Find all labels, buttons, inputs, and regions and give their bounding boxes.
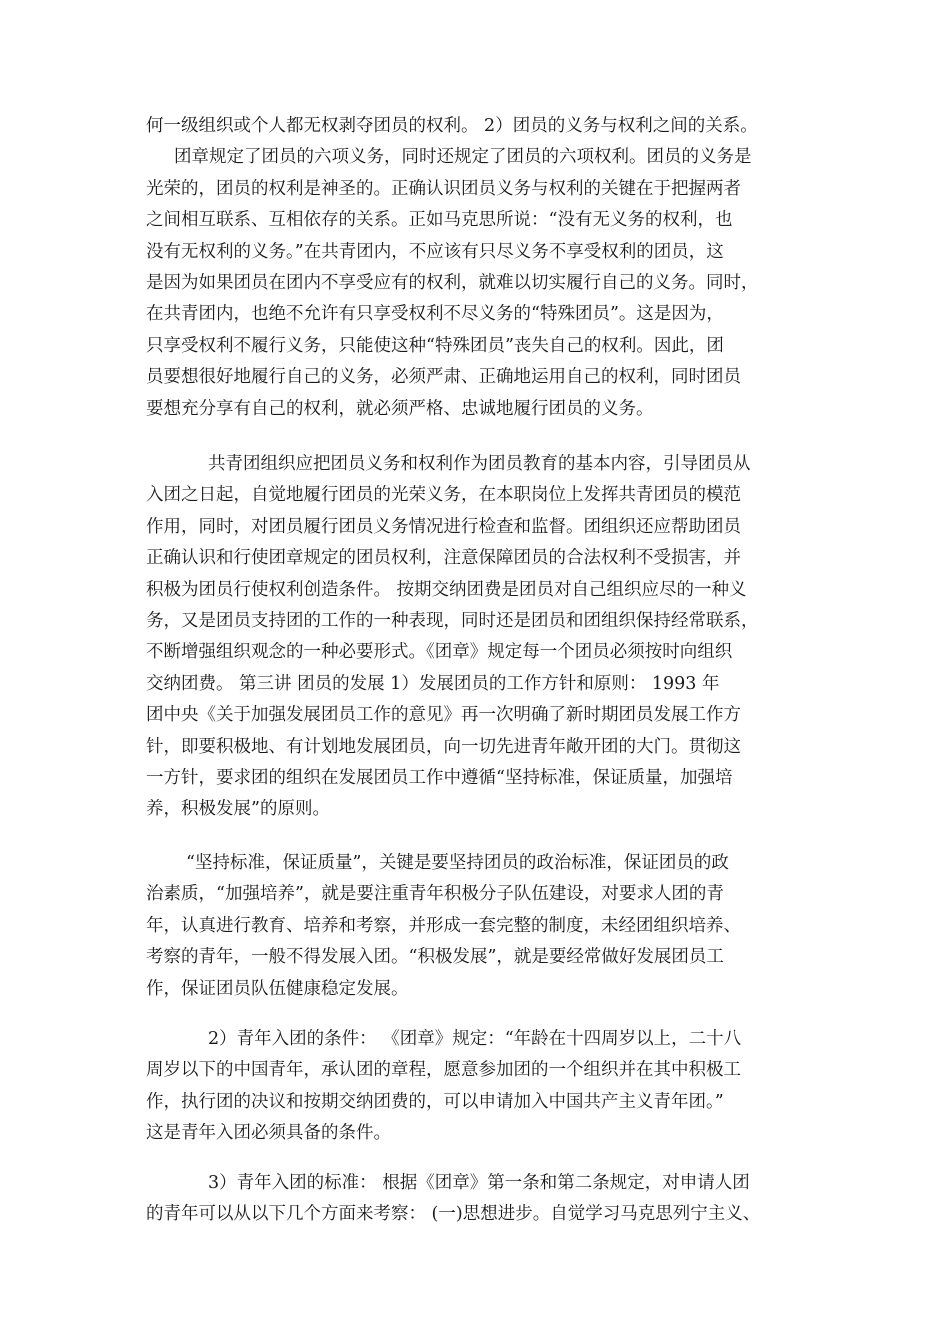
text-line: 考察的青年，一般不得发展入团。“积极发展”，就是要经常做好发展团员工	[146, 947, 724, 968]
text-line: 团章规定了团员的六项义务，同时还规定了团员的六项权利。团员的义务是	[174, 147, 752, 168]
text-line: 正确认识和行使团章规定的团员权利，注意保障团员的合法权利不受损害，并	[146, 548, 741, 569]
text-line: “坚持标准，保证质量”，关键是要坚持团员的政治标准，保证团员的政	[186, 853, 729, 873]
text-line: 是因为如果团员在团内不享受应有的权利，就难以切实履行自己的义务。同时，	[146, 272, 759, 293]
text-line: 2）青年入团的条件： 《团章》规定：“年龄在十四周岁以上，二十八	[208, 1029, 742, 1049]
text-line: 这是青年入团必须具备的条件。	[146, 1123, 391, 1144]
text-line: 一方针，要求团的组织在发展团员工作中遵循“坚持标准，保证质量，加强培	[146, 767, 733, 788]
text-line: 年，认真进行教育、培养和考察，并形成一套完整的制度，未经团组织培养、	[146, 915, 741, 936]
text-line: 不断增强组织观念的一种必要形式。《团章》规定每一个团员必须按时向组织	[146, 642, 733, 663]
text-line: 治素质，“加强培养”，就是要注重青年积极分子队伍建设，对要求人团的青	[146, 884, 724, 905]
text-line: 没有无权利的义务。”在共青团内，不应该有只尽义务不享受权利的团员，这	[146, 241, 724, 262]
text-line: 员要想很好地履行自己的义务，必须严肃、正确地运用自己的权利，同时团员	[146, 367, 741, 388]
text-line: 团中央《关于加强发展团员工作的意见》再一次明确了新时期团员发展工作方	[146, 705, 741, 726]
text-line: 作，执行团的决议和按期交纳团费的，可以申请加入中国共产主义青年团。”	[146, 1091, 724, 1112]
text-line: 要想充分享有自己的权利，就必须严格、忠诚地履行团员的义务。	[146, 398, 654, 419]
text-line: 针，即要积极地、有计划地发展团员，向一切先进青年敞开团的大门。贯彻这	[146, 736, 741, 757]
text-line: 共青团组织应把团员义务和权利作为团员教育的基本内容，引导团员从	[208, 454, 751, 474]
text-line: 光荣的，团员的权利是神圣的。正确认识团员义务与权利的关键在于把握两者	[146, 178, 741, 199]
text-line: 何一级组织或个人都无权剥夺团员的权利。 2）团员的义务与权利之间的关系。	[146, 116, 758, 136]
text-line: 只享受权利不履行义务，只能使这种“特殊团员”丧失自己的权利。因此，团	[146, 335, 724, 356]
text-line: 之间相互联系、互相依存的关系。正如马克思所说：“没有无义务的权利，也	[146, 210, 733, 231]
text-line: 交纳团费。 第三讲 团员的发展 1）发展团员的工作方针和原则： 1993 年	[146, 673, 720, 694]
text-line: 作，保证团员队伍健康稳定发展。	[146, 978, 409, 999]
text-line: 在共青团内，也绝不允许有只享受权利不尽义务的“特殊团员”。这是因为，	[146, 304, 724, 325]
paragraph-conditions	[146, 1024, 826, 1150]
paragraph-standards	[146, 848, 826, 1005]
paragraph-rights-obligations	[146, 111, 826, 425]
paragraph-league-education	[146, 449, 826, 826]
text-line: 作用，同时，对团员履行团员义务情况进行检查和监督。团组织还应帮助团员	[146, 516, 741, 537]
paragraph-criteria	[146, 1168, 826, 1231]
text-line: 3）青年入团的标准： 根据《团章》第一条和第二条规定，对申请人团	[208, 1173, 750, 1193]
text-line: 养，积极发展”的原则。	[146, 799, 330, 820]
text-line: 积极为团员行使权利创造条件。 按期交纳团费是团员对自己组织应尽的一种义	[146, 579, 747, 600]
text-line: 务，又是团员支持团的工作的一种表现，同时还是团员和团组织保持经常联系，	[146, 610, 759, 631]
text-line: 的青年可以从以下几个方面来考察： (一)思想进步。自觉学习马克思列宁主义、	[146, 1204, 761, 1225]
text-line: 入团之日起，自觉地履行团员的光荣义务，在本职岗位上发挥共青团员的模范	[146, 485, 741, 506]
text-line: 周岁以下的中国青年，承认团的章程，愿意参加团的一个组织并在其中积极工	[146, 1060, 741, 1081]
